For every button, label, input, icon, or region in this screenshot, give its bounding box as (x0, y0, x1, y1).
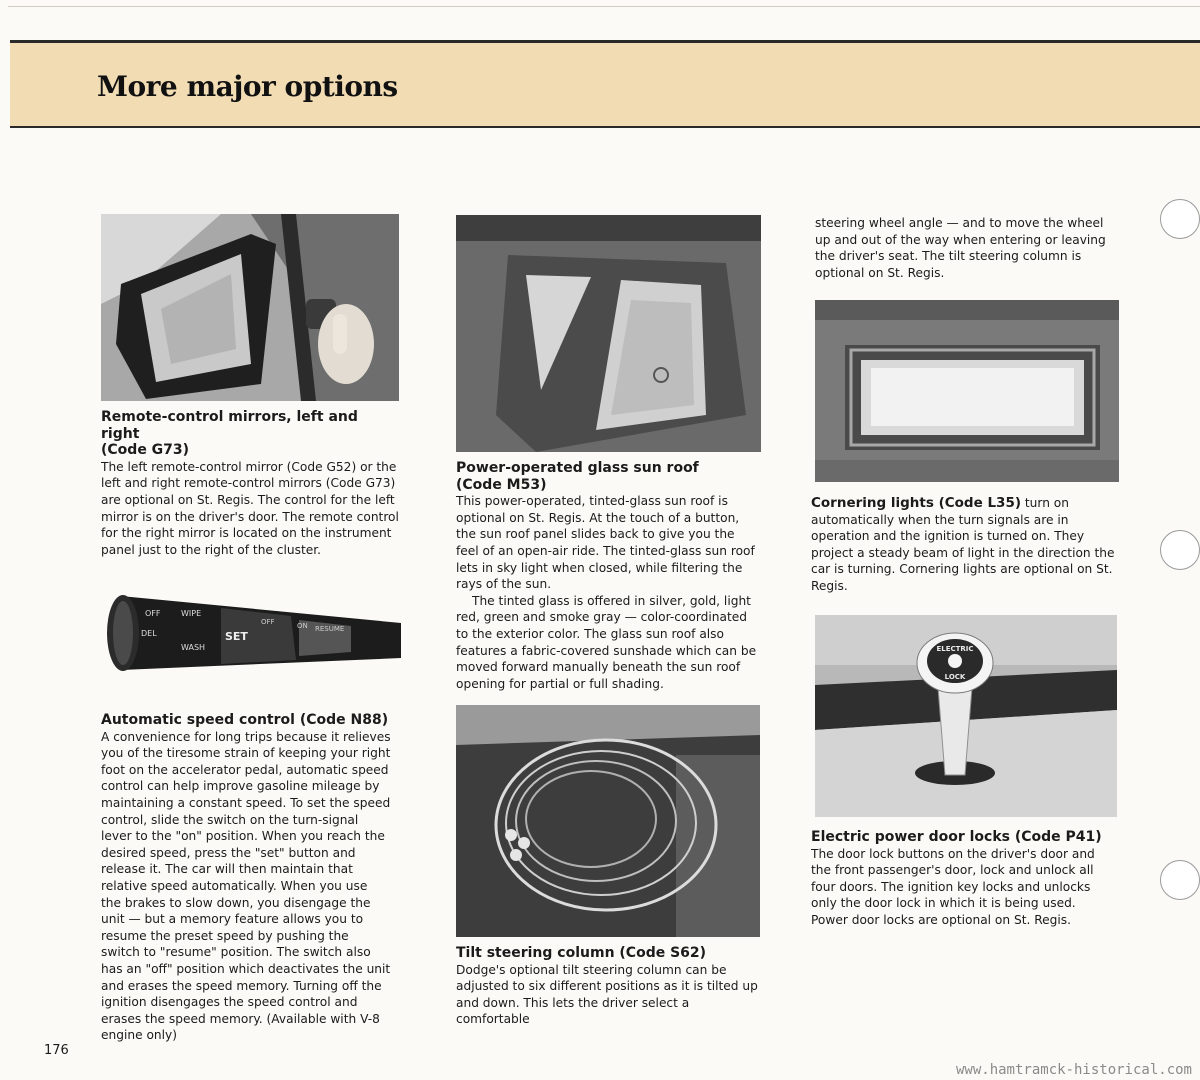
mirror-photo-graphic (101, 214, 399, 401)
binder-hole-bottom (1160, 860, 1200, 900)
lever-label-set: SET (225, 630, 248, 643)
sun-roof-body-1: This power-operated, tinted-glass sun roof is optional on St. Regis. At the touch of a button, the sun roof panel slides back to give you the feel of an open-air ride. The tinted-glass sun roof lets in sky light when closed, while filtering the rays of the sun. (456, 494, 755, 592)
cornering-lights-body: turn on automatically when the turn signals are in operation and the ignition is turned on. They project a steady beam of light in the direction the car is turning. Cornering lights are optional on St. Regis. (811, 496, 1115, 593)
knob-text-lock: LOCK (944, 673, 966, 681)
sun-roof-title-line2: (Code M53) (456, 476, 547, 493)
sun-roof-section (456, 460, 761, 692)
speed-control-title: Automatic speed control (Code N88) (101, 712, 389, 728)
tilt-steering-section (456, 945, 761, 1028)
binder-hole-top (1160, 199, 1200, 239)
tilt-steering-continued (815, 215, 1120, 281)
sun-roof-body-2: The tinted glass is offered in silver, gold, light red, green and smoke gray — color-coordinated to the exterior color. The glass sun roof also features a fabric-covered sunshade which can be moved forward manually beneath the sun roof opening for partial or full shading. (456, 593, 757, 691)
page-title: More major options (97, 70, 398, 103)
tilt-steering-wheel-photo (456, 705, 760, 937)
steering-photo-graphic (456, 705, 760, 937)
sun-roof-title (456, 460, 761, 493)
cornering-lights-title: Cornering lights (Code L35) (811, 495, 1022, 511)
door-locks-title: Electric power door locks (Code P41) (811, 829, 1102, 845)
tilt-steering-body: Dodge's optional tilt steering column can be adjusted to six different positions as it is tilted up and down. This lets the driver select a comfortable (456, 962, 758, 1027)
remote-control-mirror-photo (101, 214, 399, 401)
cornering-light-photo (815, 300, 1119, 482)
lever-photo-graphic (101, 578, 401, 686)
cornering-lights-section (811, 495, 1116, 595)
banner-rule-bottom (10, 126, 1200, 128)
binder-hole-middle (1160, 530, 1200, 570)
top-rule (8, 6, 1200, 7)
knob-text-electric: ELECTRIC (936, 645, 974, 653)
lever-label-on: ON (297, 622, 308, 630)
lever-label-off: OFF (145, 609, 161, 618)
sun-roof-photo-graphic (456, 215, 761, 452)
watermark: www.hamtramck-historical.com (955, 1062, 1192, 1078)
door-lock-photo-graphic (815, 615, 1117, 817)
speed-control-body: A convenience for long trips because it relieves you of the tiresome strain of keeping your right foot on the accelerator pedal, automatic speed control can help improve gasoline mileage by maintaining a constant speed. To set the speed control, slide the switch on the turn-signal lever to the "on" position. When you reach the desired speed, press the "set" button and release it. The car will then maintain that relative speed automatically. When you use the brakes to slow down, you disengage the unit — but a memory feature allows you to resume the preset speed by pushing the switch to "resume" position. The switch also has an "off" position which deactivates the unit and erases the speed memory. Turning off the ignition disengages the speed control and erases the speed memory. (Available with V-8 engine only) (101, 729, 391, 1043)
door-locks-section (811, 829, 1116, 929)
cornering-lights-paragraph (811, 495, 1116, 595)
lever-label-wash: WASH (181, 643, 206, 652)
mirrors-section (101, 409, 401, 558)
mirrors-title-line1: Remote-control mirrors, left and right (101, 409, 358, 442)
lever-label-resume: RESUME (315, 625, 345, 633)
tilt-steering-body-continued: steering wheel angle — and to move the wheel up and out of the way when entering or leaving the driver's seat. The tilt steering column is optional on St. Regis. (815, 216, 1106, 280)
speed-control-section (101, 712, 391, 1044)
mirrors-title-line2: (Code G73) (101, 442, 190, 459)
door-locks-body: The door lock buttons on the driver's door and the front passenger's door, lock and unlock all four doors. The ignition key locks and unlocks only the door lock in which it is being used. Power door locks are optional on St. Regis. (811, 846, 1095, 927)
sun-roof-title-line1: Power-operated glass sun roof (456, 460, 699, 476)
glass-sun-roof-photo (456, 215, 761, 452)
lever-label-del: DEL (141, 629, 157, 638)
mirrors-title (101, 409, 401, 459)
lever-label-wipe: WIPE (181, 609, 202, 618)
page-number: 176 (44, 1043, 69, 1058)
turn-signal-lever-photo (101, 578, 401, 686)
lever-label-off-2: OFF (261, 618, 275, 626)
tilt-steering-title: Tilt steering column (Code S62) (456, 945, 707, 961)
cornering-photo-graphic (815, 300, 1119, 482)
electric-lock-button-photo (815, 615, 1117, 817)
mirrors-body: The left remote-control mirror (Code G52) or the left and right remote-control mirrors (Code G73) are optional on St. Regis. The control for the left mirror is on the driver's door. The remote control for the right mirror is located on the instrument panel just to the right of the cluster. (101, 459, 399, 557)
